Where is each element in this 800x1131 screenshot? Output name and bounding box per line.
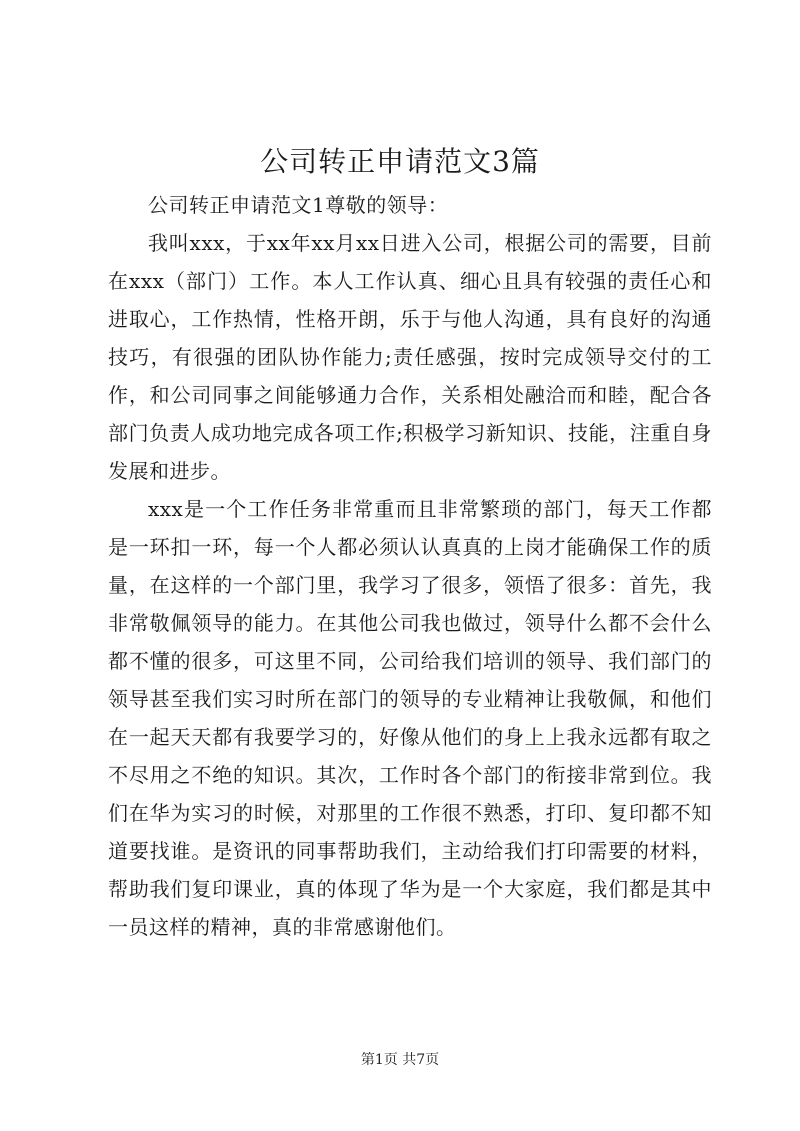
document-body	[108, 186, 712, 946]
document-title: 公司转正申请范文3篇	[260, 145, 540, 178]
paragraph-introduction: 我叫xxx，于xx年xx月xx日进入公司，根据公司的需要，目前在xxx（部门）工作。本人工作认真、细心且具有较强的责任心和进取心，工作热情，性格开朗，乐于与他人沟通，具有良好的沟通技巧，有很强的团队协作能力;责任感强，按时完成领导交付的工作，和公司同事之间能够通力合作，关系相处融洽而和睦，配合各部门负责人成功地完成各项工作;积极学习新知识、技能，注重自身发展和进步。	[108, 231, 712, 483]
page-footer: 第1页 共7页	[360, 1052, 440, 1068]
paragraph-greeting: 公司转正申请范文1尊敬的领导：	[148, 193, 449, 217]
paragraph-department: xxx是一个工作任务非常重而且非常繁琐的部门，每天工作都是一环扣一环，每一个人都必须认认真真的上岗才能确保工作的质量，在这样的一个部门里，我学习了很多，领悟了很多：首先，我非常敬佩领导的能力。在其他公司我也做过，领导什么都不会什么都不懂的很多，可这里不同，公司给我们培训的领导、我们部门的领导甚至我们实习时所在部门的领导的专业精神让我敬佩，和他们在一起天天都有我要学习的，好像从他们的身上上我永远都有取之不尽用之不绝的知识。其次，工作时各个部门的衔接非常到位。我们在华为实习的时候，对那里的工作很不熟悉，打印、复印都不知道要找谁。是资讯的同事帮助我们，主动给我们打印需要的材料，帮助我们复印课业，真的体现了华为是一个大家庭，我们都是其中一员这样的精神，真的非常感谢他们。	[108, 497, 712, 939]
